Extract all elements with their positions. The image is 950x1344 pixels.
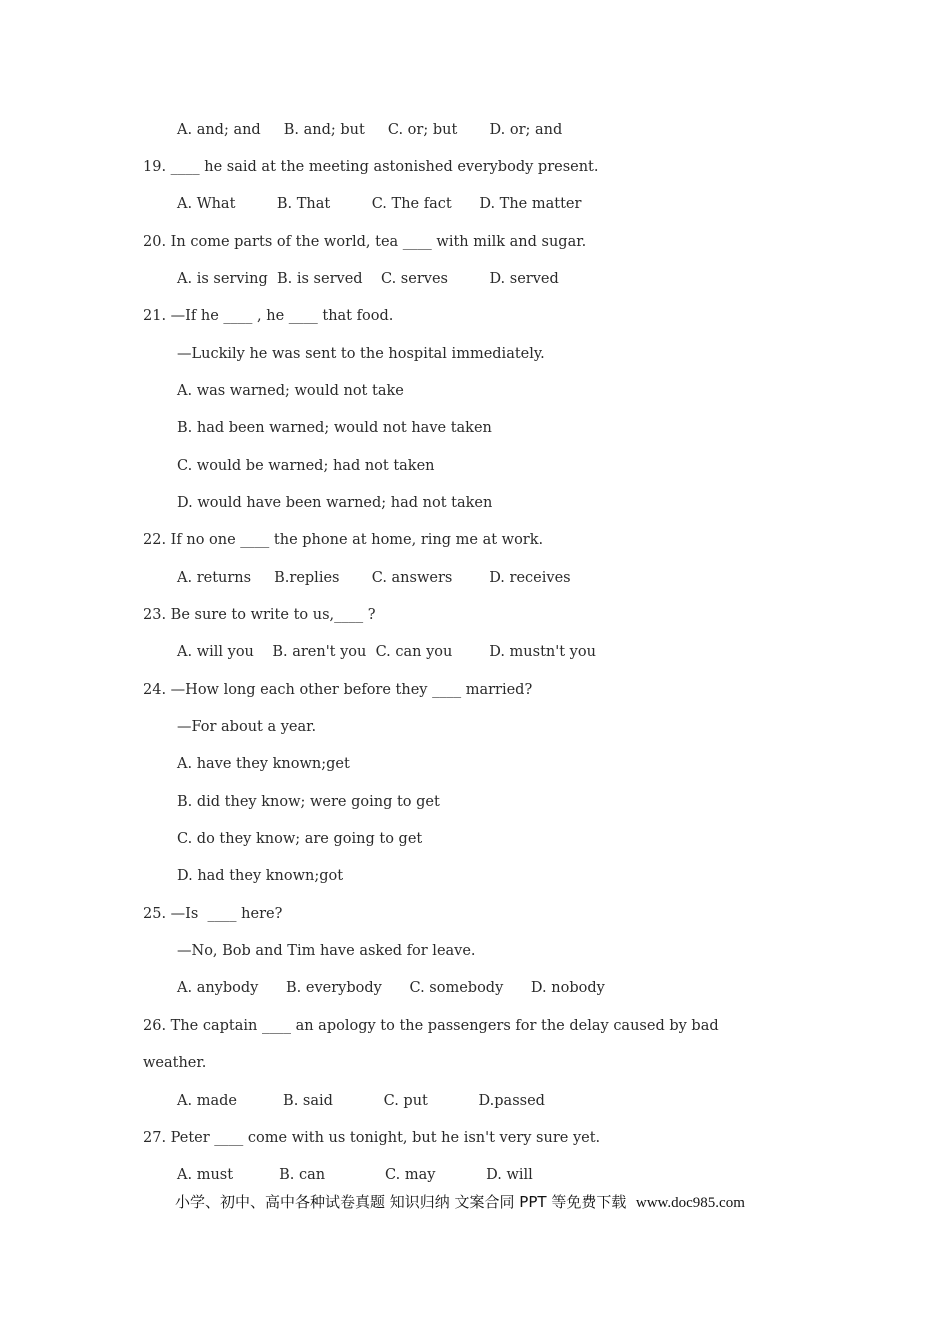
q26-options: A. made B. said C. put D.passed: [177, 1093, 545, 1109]
q21-reply: —Luckily he was sent to the hospital immediately.: [177, 346, 545, 362]
q19-options: A. What B. That C. The fact D. The matter: [177, 196, 582, 212]
q25-stem: 25. —Is ____ here?: [143, 906, 283, 922]
q23-options: A. will you B. aren't you C. can you D. mustn't you: [177, 644, 596, 660]
footer-url[interactable]: www.doc985.com: [635, 1195, 745, 1211]
page-footer: [175, 1191, 745, 1212]
q27-options: A. must B. can C. may D. will: [177, 1167, 533, 1183]
q27-stem: 27. Peter ____ come with us tonight, but he isn't very sure yet.: [143, 1130, 601, 1146]
q26-stem-cont: weather.: [143, 1055, 207, 1071]
q20-stem: 20. In come parts of the world, tea ____ with milk and sugar.: [143, 234, 587, 250]
q25-reply: —No, Bob and Tim have asked for leave.: [177, 943, 476, 959]
q24-stem: 24. —How long each other before they ____ married?: [143, 682, 533, 698]
q21-option-b: B. had been warned; would not have taken: [177, 420, 492, 436]
q25-options: A. anybody B. everybody C. somebody D. nobody: [177, 980, 605, 996]
q24-option-b: B. did they know; were going to get: [177, 794, 440, 810]
footer-text: 小学、初中、高中各种试卷真题 知识归纳 文案合同 PPT 等免费下载: [175, 1193, 636, 1211]
q26-stem: 26. The captain ____ an apology to the passengers for the delay caused by bad: [143, 1018, 719, 1034]
q21-option-a: A. was warned; would not take: [177, 383, 404, 399]
q24-option-c: C. do they know; are going to get: [177, 831, 423, 847]
q24-reply: —For about a year.: [177, 719, 317, 735]
q24-option-a: A. have they known;get: [177, 756, 350, 772]
q19-stem: 19. ____ he said at the meeting astonished everybody present.: [143, 159, 599, 175]
q21-option-c: C. would be warned; had not taken: [177, 458, 435, 474]
q24-option-d: D. had they known;got: [177, 868, 344, 884]
q20-options: A. is serving B. is served C. serves D. served: [177, 271, 559, 287]
q22-stem: 22. If no one ____ the phone at home, ring me at work.: [143, 532, 544, 548]
q22-options: A. returns B.replies C. answers D. receives: [177, 570, 571, 586]
q18-options: A. and; and B. and; but C. or; but D. or; and: [177, 122, 563, 138]
q21-stem: 21. —If he ____ , he ____ that food.: [143, 308, 394, 324]
q21-option-d: D. would have been warned; had not taken: [177, 495, 493, 511]
q23-stem: 23. Be sure to write to us,____ ?: [143, 607, 376, 623]
